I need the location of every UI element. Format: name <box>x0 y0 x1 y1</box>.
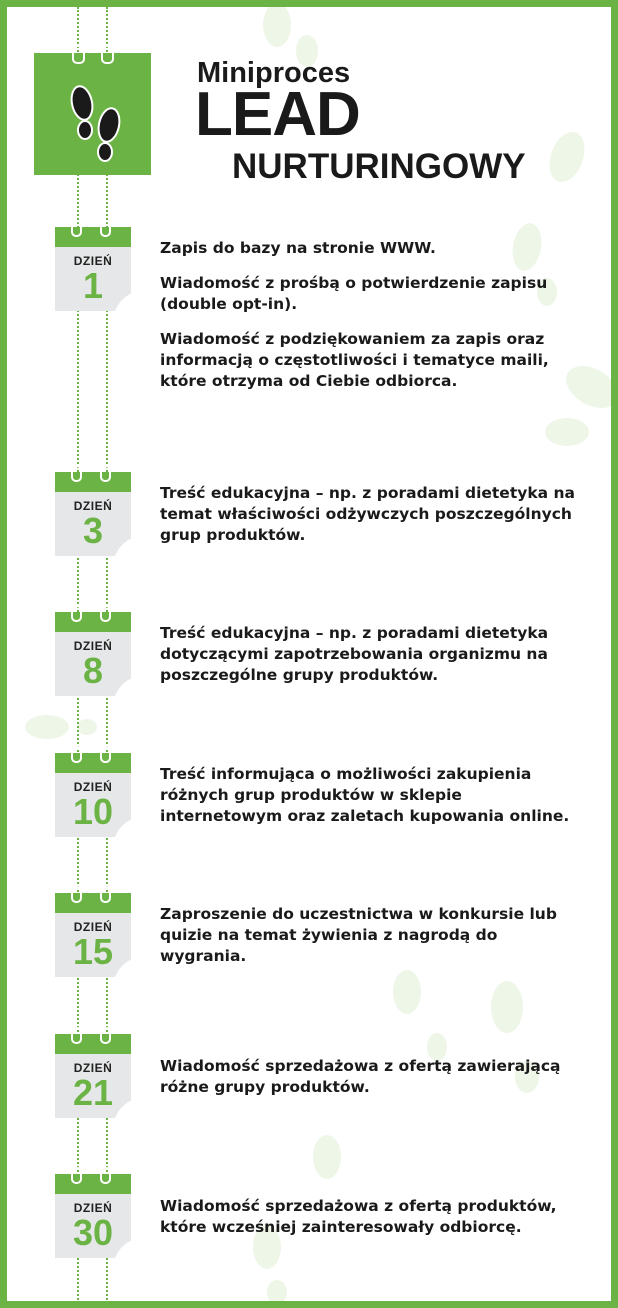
calendar-ring-icon <box>71 746 82 763</box>
day-3-text: Treść edukacyjna – np. z poradami dietetyka na temat właściwości odżywczych poszczególnych grup produktów. <box>160 484 575 544</box>
day-number: 3 <box>82 510 104 551</box>
day-number: 10 <box>72 791 114 832</box>
calendar-ring-icon <box>71 886 82 903</box>
calendar-ring-icon <box>100 746 111 763</box>
day-description-15 <box>160 904 580 981</box>
day-number: 8 <box>82 650 104 691</box>
calendar-ring-icon <box>71 605 82 622</box>
calendar-ring-icon <box>71 220 82 237</box>
day-21-text: Wiadomość sprzedażowa z ofertą zawierającą różne grupy produktów. <box>160 1057 561 1096</box>
day-1-step-thanks: Wiadomość z podziękowaniem za zapis oraz informacją o częstotliwości i tematyce maili, które otrzyma od Ciebie odbiorca. <box>160 330 549 390</box>
footprints-icon <box>34 53 151 175</box>
day-card-15 <box>55 893 131 977</box>
day-description-1 <box>160 238 580 406</box>
day-label: DZIEŃ <box>73 1201 113 1215</box>
calendar-ring-icon <box>100 886 111 903</box>
day-card-30 <box>55 1174 131 1258</box>
day-card-1 <box>55 227 131 311</box>
day-number: 21 <box>72 1072 114 1113</box>
day-description-10 <box>160 764 580 841</box>
day-number: 30 <box>72 1212 114 1253</box>
day-number: 1 <box>82 265 104 306</box>
day-label: DZIEŃ <box>73 1061 113 1075</box>
day-description-3 <box>160 483 580 560</box>
day-label: DZIEŃ <box>73 499 113 513</box>
title-line-miniproces: Miniproces <box>197 57 351 89</box>
calendar-ring-icon <box>100 220 111 237</box>
day-card-10 <box>55 753 131 837</box>
calendar-ring-icon <box>71 1027 82 1044</box>
day-number: 15 <box>72 931 114 972</box>
day-30-text: Wiadomość sprzedażowa z ofertą produktów, które wcześniej zainteresowały odbiorcę. <box>160 1197 557 1236</box>
calendar-ring-icon <box>71 465 82 482</box>
day-label: DZIEŃ <box>73 639 113 653</box>
calendar-ring-icon <box>100 605 111 622</box>
day-card-3 <box>55 472 131 556</box>
day-8-text: Treść edukacyjna – np. z poradami dietetyka dotyczącymi zapotrzebowania organizmu na poszczególne grupy produktów. <box>160 624 549 684</box>
header-calendar-icon <box>34 53 151 175</box>
calendar-ring-icon <box>100 1027 111 1044</box>
day-label: DZIEŃ <box>73 780 113 794</box>
day-description-30 <box>160 1196 580 1252</box>
calendar-ring-icon <box>100 1167 111 1184</box>
day-10-text: Treść informująca o możliwości zakupienia różnych grup produktów w sklepie internetowym oraz zaletach kupowania online. <box>160 765 570 825</box>
title-line-lead: LEAD <box>195 80 360 149</box>
title-line-nurturingowy: NURTURINGOWY <box>232 147 526 186</box>
day-description-8 <box>160 623 580 700</box>
day-1-step-optin: Wiadomość z prośbą o potwierdzenie zapisu (double opt-in). <box>160 274 548 313</box>
day-card-21 <box>55 1034 131 1118</box>
day-card-8 <box>55 612 131 696</box>
day-label: DZIEŃ <box>73 254 113 268</box>
day-label: DZIEŃ <box>73 920 113 934</box>
calendar-ring-icon <box>71 1167 82 1184</box>
day-15-text: Zaproszenie do uczestnictwa w konkursie lub quizie na temat żywienia z nagrodą do wygrania. <box>160 905 557 965</box>
calendar-ring-icon <box>100 465 111 482</box>
day-1-step-signup: Zapis do bazy na stronie WWW. <box>160 239 436 257</box>
day-description-21 <box>160 1056 580 1112</box>
